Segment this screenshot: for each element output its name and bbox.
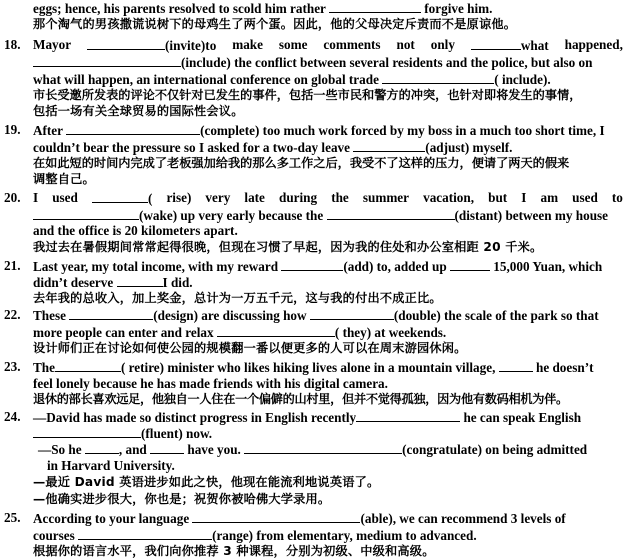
text: make: [232, 37, 263, 52]
q24-translation-2: —他确实进步很大，你也是；祝贺你被哈佛大学录用。: [33, 492, 331, 506]
text: happened,: [564, 37, 623, 52]
text: I: [521, 190, 527, 205]
text: The: [33, 360, 55, 375]
answer-blank[interactable]: [327, 207, 455, 220]
q24-line2: [33, 425, 212, 442]
answer-blank[interactable]: [329, 0, 421, 13]
q22-line1: [33, 307, 599, 324]
answer-blank[interactable]: [150, 441, 184, 454]
q22-line2: [33, 324, 446, 341]
q19-line2: [33, 139, 512, 156]
answer-blank[interactable]: [310, 307, 394, 320]
q22-translation: 设计师们正在讨论如何使公园的规模翻一番以便更多的人可以在周末游园休闲。: [33, 341, 467, 355]
answer-blank[interactable]: [117, 274, 163, 287]
q21-line2: [33, 274, 193, 291]
q24-line4: in Harvard University.: [47, 458, 175, 473]
text: (adjust) myself.: [425, 140, 513, 155]
q19-line1: [33, 122, 605, 139]
q23-translation: 退休的部长喜欢远足，他独自一人住在一个偏僻的山村里，但并不觉得孤独，因为他有数码相机为伴。: [33, 392, 568, 406]
text: courses: [33, 528, 75, 543]
text: he can speak English: [463, 410, 582, 425]
text: used: [572, 190, 598, 205]
q20-line2: [33, 207, 608, 224]
answer-blank[interactable]: [92, 190, 148, 203]
text: used: [52, 190, 78, 205]
q19-number: 19.: [4, 122, 21, 137]
answer-blank[interactable]: [244, 441, 402, 454]
q17-line1: [33, 0, 492, 17]
q25-number: 25.: [4, 510, 21, 525]
text: he doesn’t: [535, 360, 594, 375]
text: rise): [166, 190, 192, 205]
q20-translation: 我过去在暑假期间常常起得很晚，但现在习惯了早起，因为我的住处和办公室相距 20 千米。: [33, 240, 543, 254]
answer-blank[interactable]: [471, 37, 521, 50]
text: what will happen, an international conference on global trade: [33, 72, 379, 87]
text: —David has made so distinct progress in English recently: [33, 410, 357, 425]
text: have you.: [187, 442, 241, 457]
text: , and: [118, 442, 147, 457]
q20-line3: and the office is 20 kilometers apart.: [33, 223, 238, 238]
text: couldn’t bear the pressure so I asked for a two-day leave: [33, 140, 350, 155]
q21-translation: 去年我的总收入，加上奖金，总计为一万五千元，这与我的付出不成正比。: [33, 291, 442, 305]
answer-blank[interactable]: [217, 324, 335, 337]
answer-blank[interactable]: [33, 425, 141, 438]
text: (distant) between my house: [454, 208, 609, 223]
text: late: [244, 190, 265, 205]
text: forgive him.: [424, 1, 493, 16]
text: I did.: [162, 275, 193, 290]
text: (add) to, added up: [343, 259, 447, 274]
text: not: [396, 37, 415, 52]
answer-blank[interactable]: [382, 71, 494, 84]
answer-blank[interactable]: [192, 510, 360, 523]
q25-line1: [33, 510, 566, 527]
text: I: [33, 190, 39, 205]
q25-translation: 根据你的语言水平，我们向你推荐 3 种课程，分别为初级、中级和高级。: [33, 544, 435, 558]
text: —So he: [38, 442, 82, 457]
answer-blank[interactable]: [78, 527, 212, 540]
q24-translation-1: —最近 David 英语进步如此之快，他现在能流利地说英语了。: [33, 475, 380, 489]
q24-line1: [33, 409, 581, 426]
text: comments: [323, 37, 381, 52]
text: the: [331, 190, 349, 205]
answer-blank[interactable]: [33, 54, 181, 67]
q23-line1: [33, 359, 594, 376]
text: According to your language: [33, 511, 190, 526]
text: only: [430, 37, 455, 52]
text: (range) from elementary, medium to advanced.: [212, 528, 477, 543]
text: summer: [362, 190, 410, 205]
q23-line2: feel lonely because he has made friends with his digital camera.: [33, 376, 388, 391]
text: eggs; hence, his parents resolved to scold him rather: [33, 1, 326, 16]
answer-blank[interactable]: [69, 307, 153, 320]
q19-translation-1: 在如此短的时间内完成了老板强加给我的那么多工作之后，我受不了这样的压力，便请了两天的假来: [33, 156, 570, 170]
q20-line1: [33, 190, 623, 207]
text: vacation,: [423, 190, 475, 205]
text: (: [147, 191, 153, 206]
q18-line2: [33, 54, 592, 71]
text: more people can enter and relax: [33, 325, 214, 340]
answer-blank[interactable]: [356, 409, 460, 422]
text: to: [611, 190, 623, 205]
q21-line1: [33, 258, 602, 275]
text: 15,000 Yuan, which: [493, 259, 603, 274]
text: (able), we can recommend 3 levels of: [360, 511, 566, 526]
answer-blank[interactable]: [450, 258, 490, 271]
text: ( include).: [494, 72, 551, 87]
q25-line2: [33, 527, 477, 544]
q21-number: 21.: [4, 258, 21, 273]
text: Mayor: [33, 37, 72, 52]
q20-number: 20.: [4, 190, 21, 205]
text: some: [278, 37, 308, 52]
text: (double) the scale of the park so that: [393, 308, 599, 323]
answer-blank[interactable]: [281, 258, 343, 271]
answer-blank[interactable]: [85, 441, 119, 454]
text: didn’t deserve: [33, 275, 114, 290]
text: After: [33, 123, 63, 138]
q18-translation-1: 市长受邀所发表的评论不仅针对已发生的事件，包括一些市民和警方的冲突，也针对即将发生的事情，: [33, 88, 582, 102]
text: (fluent) now.: [141, 426, 213, 441]
text: (design) are discussing how: [153, 308, 307, 323]
text: am: [540, 190, 559, 205]
q18-translation-2: 包括一场有关全球贸易的国际性会议。: [33, 104, 244, 118]
q24-number: 24.: [4, 409, 21, 424]
text: very: [205, 190, 231, 205]
answer-blank[interactable]: [66, 122, 200, 135]
text: during: [279, 190, 318, 205]
answer-blank[interactable]: [55, 359, 121, 372]
text: (wake) up very early because the: [139, 208, 324, 223]
q18-number: 18.: [4, 37, 21, 52]
answer-blank[interactable]: [87, 37, 165, 50]
text: (include) the conflict between several residents and the police, but also on: [181, 55, 593, 70]
text: (invite)to: [165, 38, 217, 53]
text: ( they) at weekends.: [334, 325, 447, 340]
q17-translation: 那个淘气的男孩撒谎说树下的母鸡生了两个蛋。因此，他的父母决定斥责而不是原谅他。: [33, 17, 517, 31]
answer-blank[interactable]: [33, 207, 139, 220]
answer-blank[interactable]: [353, 139, 425, 152]
text: These: [33, 308, 66, 323]
q24-line3: [38, 441, 587, 458]
answer-blank[interactable]: [499, 359, 533, 372]
q22-number: 22.: [4, 307, 21, 322]
text: ( retire) minister who likes hiking lives alone in a mountain village,: [120, 360, 496, 375]
text: (congratulate) on being admitted: [402, 442, 588, 457]
text: but: [488, 190, 508, 205]
q18-line3: [33, 71, 551, 88]
q23-number: 23.: [4, 359, 21, 374]
text: Last year, my total income, with my reward: [33, 259, 279, 274]
q19-translation-2: 调整自己。: [33, 172, 95, 186]
q18-line1: [33, 37, 623, 54]
text: what: [520, 38, 549, 53]
text: (complete) too much work forced by my boss in a much too short time, I: [200, 123, 605, 138]
